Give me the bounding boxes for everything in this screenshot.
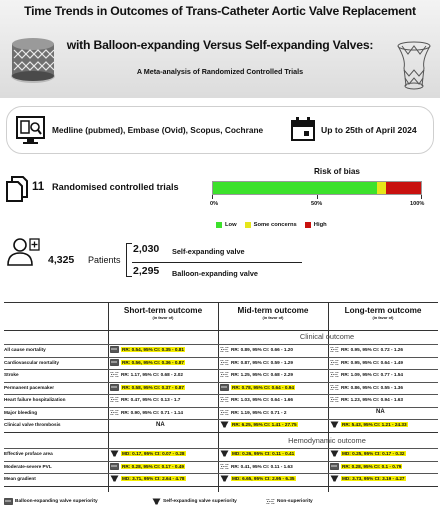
result-cell [220, 346, 293, 354]
result-cell [110, 396, 180, 404]
result-text: RR: 1.09, 95% CI: 0.77 - 1.54 [341, 372, 404, 377]
trials-label: Randomised controlled trials [52, 182, 179, 192]
patients-divider [132, 262, 302, 263]
non-superiority-icon [330, 384, 339, 391]
result-cell [220, 475, 296, 483]
legend-label: Low [225, 222, 237, 228]
non-superiority-icon [110, 396, 119, 403]
result-cell [110, 383, 185, 391]
legend-label: Some concerns [253, 222, 297, 228]
self-expanding-valve-icon [330, 450, 339, 457]
tick-0: 0% [210, 201, 219, 207]
non-superiority-icon [220, 371, 229, 378]
key-balloon: Balloon-expanding valve superiority [4, 498, 98, 505]
column-short-term: Short-term outcome (in favor of) [123, 306, 203, 320]
legend-item [216, 222, 237, 228]
non-superiority-icon [220, 463, 229, 470]
non-superiority-icon [330, 371, 339, 378]
section-bottom-border [4, 486, 438, 487]
balloon-valve-icon [110, 359, 119, 366]
result-cell [110, 346, 185, 354]
self-expanding-valve-icon [330, 475, 339, 482]
self-expanding-valve-icon [330, 421, 339, 428]
result-cell [330, 475, 406, 483]
result-text: RR: 0.28, 95% CI: 0.17 - 0.49 [122, 463, 185, 469]
patients-bracket [126, 243, 132, 277]
self-expanding-valve-icon [110, 475, 119, 482]
non-superiority-icon [220, 409, 229, 416]
section-bottom-border [4, 432, 438, 433]
result-cell [220, 358, 293, 366]
row-label: Effective proface area [4, 451, 53, 456]
result-cell [376, 408, 385, 416]
result-cell [220, 383, 295, 391]
legend-swatch [305, 222, 311, 228]
result-text: RR: 1.25, 95% CI: 0.68 - 2.29 [231, 372, 294, 377]
result-cell [220, 450, 295, 458]
result-cell [330, 450, 406, 458]
result-text: RR: 0.89, 95% CI: 0.66 - 1.20 [231, 347, 294, 352]
risk-of-bias-bar [212, 181, 422, 195]
row-label: Clinical valve thrombosis [4, 422, 61, 427]
result-text: RR: 0.95, 95% CI: 0.64 - 1.49 [341, 359, 404, 365]
result-cell [220, 396, 293, 404]
patients-total: 4,325 [48, 254, 75, 266]
trials-count: 11 [32, 181, 45, 193]
risk-of-bias-axis [212, 195, 422, 199]
result-text: RR: 0.56, 95% CI: 0.36 - 0.87 [122, 359, 185, 365]
result-cell [330, 371, 403, 379]
result-text: MD: 0.25, 95% CI: 0.17 - 0.32 [342, 451, 405, 456]
result-text: RR: 1.03, 95% CI: 0.64 - 1.66 [231, 397, 294, 402]
bias-segment-low [213, 182, 377, 194]
result-cell [220, 462, 293, 470]
result-text: RR: 0.28, 95% CI: 0.1 - 0.79 [342, 463, 402, 469]
result-text: RR: 0.87, 95% CI: 0.59 - 1.29 [231, 359, 294, 365]
result-cell [110, 462, 185, 470]
bias-segment-some-concerns [377, 182, 385, 194]
legend-item [305, 222, 327, 228]
legend-label: High [313, 222, 327, 228]
result-cell [330, 421, 408, 429]
result-cell [330, 358, 403, 366]
result-cell [110, 408, 183, 416]
balloon-valve-icon [220, 384, 229, 391]
result-cell [110, 358, 185, 366]
legend-swatch [245, 222, 251, 228]
result-cell [330, 383, 403, 391]
key-non: Non-superiority [266, 498, 313, 505]
section-title: Hemodynamic outcome [288, 436, 366, 445]
row-label: Mean gradient [4, 476, 36, 481]
result-text: RR: 0.58, 95% CI: 0.37 - 0.87 [122, 384, 185, 390]
row-label: Stroke [4, 372, 19, 377]
self-expanding-valve-icon [110, 450, 119, 457]
self-expanding-valve-icon [220, 475, 229, 482]
self-expanding-valve-icon [220, 421, 229, 428]
non-superiority-icon [330, 396, 339, 403]
result-text: RR: 0.78, 95% CI: 0.64 - 0.94 [232, 384, 295, 390]
result-text: RR: 1.17, 95% CI: 0.68 - 2.02 [121, 372, 184, 377]
result-cell [220, 421, 298, 429]
non-superiority-icon [266, 498, 275, 505]
documents-icon [6, 176, 28, 202]
result-cell [220, 408, 287, 416]
result-text: MD: 3.71, 95% CI: 2.64 - 4.78 [122, 476, 185, 481]
table-top-border [4, 302, 438, 303]
patient-icon [6, 236, 40, 266]
self-expanding-count: 2,030 [133, 243, 160, 255]
calendar-icon [290, 116, 316, 142]
column-long-term: Long-term outcome (in favor of) [344, 306, 422, 320]
risk-of-bias-title: Risk of bias [314, 167, 360, 176]
non-superiority-icon [110, 371, 119, 378]
title-line-1: Time Trends in Outcomes of Trans-Catheter Aortic Valve Replacement [24, 4, 416, 18]
result-text: RR: 0.47, 95% CI: 0.13 - 1.7 [121, 397, 181, 402]
row-label: Heart failure hospitalization [4, 397, 66, 402]
section-title: Clinical outcome [299, 332, 355, 341]
row-label: Moderate-severe PVL [4, 463, 52, 469]
balloon-expanding-label: Balloon-expanding valve [172, 269, 258, 278]
balloon-valve-icon [110, 463, 119, 470]
tick-50: 50% [311, 201, 323, 207]
na-text: NA [376, 409, 385, 415]
column-mid-term: Mid-term outcome (in favor of) [237, 306, 309, 320]
result-cell [110, 371, 183, 379]
result-text: RR: 1.19, 95% CI: 0.71 - 2 [231, 409, 287, 415]
na-text: NA [156, 421, 165, 428]
result-cell [220, 371, 293, 379]
non-superiority-icon [330, 346, 339, 353]
result-cell [156, 421, 165, 429]
table-header-border [4, 330, 438, 331]
result-cell [110, 450, 186, 458]
databases-text: Medline (pubmed), Embase (Ovid), Scopus, Cochrane [52, 125, 264, 135]
non-superiority-icon [330, 359, 339, 366]
result-cell [330, 462, 402, 470]
result-text: RR: 1.23, 95% CI: 0.94 - 1.63 [341, 397, 404, 402]
result-text: RR: 0.41, 95% CI: 0.11 - 1.63 [231, 463, 293, 469]
title-line-2: with Balloon-expanding Versus Self-expanding Valves: [66, 38, 374, 52]
result-text: RR: 0.54, 95% CI: 0.35 - 0.81 [122, 347, 185, 352]
non-superiority-icon [110, 409, 119, 416]
result-text: MD: 0.26, 95% CI: 0.11 - 0.41 [232, 451, 295, 456]
bias-segment-high [386, 182, 421, 194]
search-date-text: Up to 25th of April 2024 [321, 125, 417, 135]
result-text: RR: 0.90, 95% CI: 0.71 - 1.14 [121, 409, 184, 415]
self-expanding-valve-icon [220, 450, 229, 457]
balloon-valve-icon [8, 36, 58, 84]
result-cell [330, 346, 403, 354]
row-label: Permanent pacemaker [4, 384, 55, 390]
non-superiority-icon [220, 346, 229, 353]
key-self: Self-expanding valve superiority [152, 498, 237, 505]
legend-item [245, 222, 297, 228]
result-text: RR: 0.86, 95% CI: 0.55 - 1.36 [341, 384, 404, 390]
patients-label: Patients [88, 255, 121, 265]
row-label: All cause mortality [4, 347, 46, 352]
balloon-valve-icon [330, 463, 339, 470]
subtitle: A Meta-analysis of Randomized Controlled Trials [136, 67, 304, 76]
risk-of-bias-legend [216, 222, 335, 228]
result-text: MD: 3.73, 95% CI: 3.19 - 4.27 [342, 476, 405, 481]
balloon-valve-icon [110, 384, 119, 391]
non-superiority-icon [220, 396, 229, 403]
result-text: RR: 0.95, 95% CI: 0.72 - 1.26 [341, 347, 404, 352]
self-expanding-valve-icon [152, 498, 161, 505]
legend-swatch [216, 222, 222, 228]
self-expanding-valve-icon [396, 40, 432, 90]
tick-100: 100% [410, 201, 425, 207]
self-expanding-label: Self-expanding valve [172, 247, 245, 256]
result-text: RR: 5.43, 95% CI: 1.21 - 24.33 [342, 422, 407, 427]
result-cell [110, 475, 186, 483]
result-text: MD: 6.65, 95% CI: 2.95 - 6.35 [232, 476, 295, 481]
non-superiority-icon [220, 359, 229, 366]
balloon-valve-icon [4, 498, 13, 505]
balloon-valve-icon [110, 346, 119, 353]
balloon-expanding-count: 2,295 [133, 265, 160, 277]
result-text: RR: 6.25, 95% CI: 1.41 - 27.75 [232, 422, 297, 427]
result-cell [330, 396, 403, 404]
row-label: Major bleeding [4, 409, 38, 415]
computer-search-icon [16, 115, 46, 147]
row-label: Cardiovascular mortality [4, 359, 59, 365]
result-text: MD: 0.17, 95% CI: 0.07 - 0.28 [122, 451, 185, 456]
